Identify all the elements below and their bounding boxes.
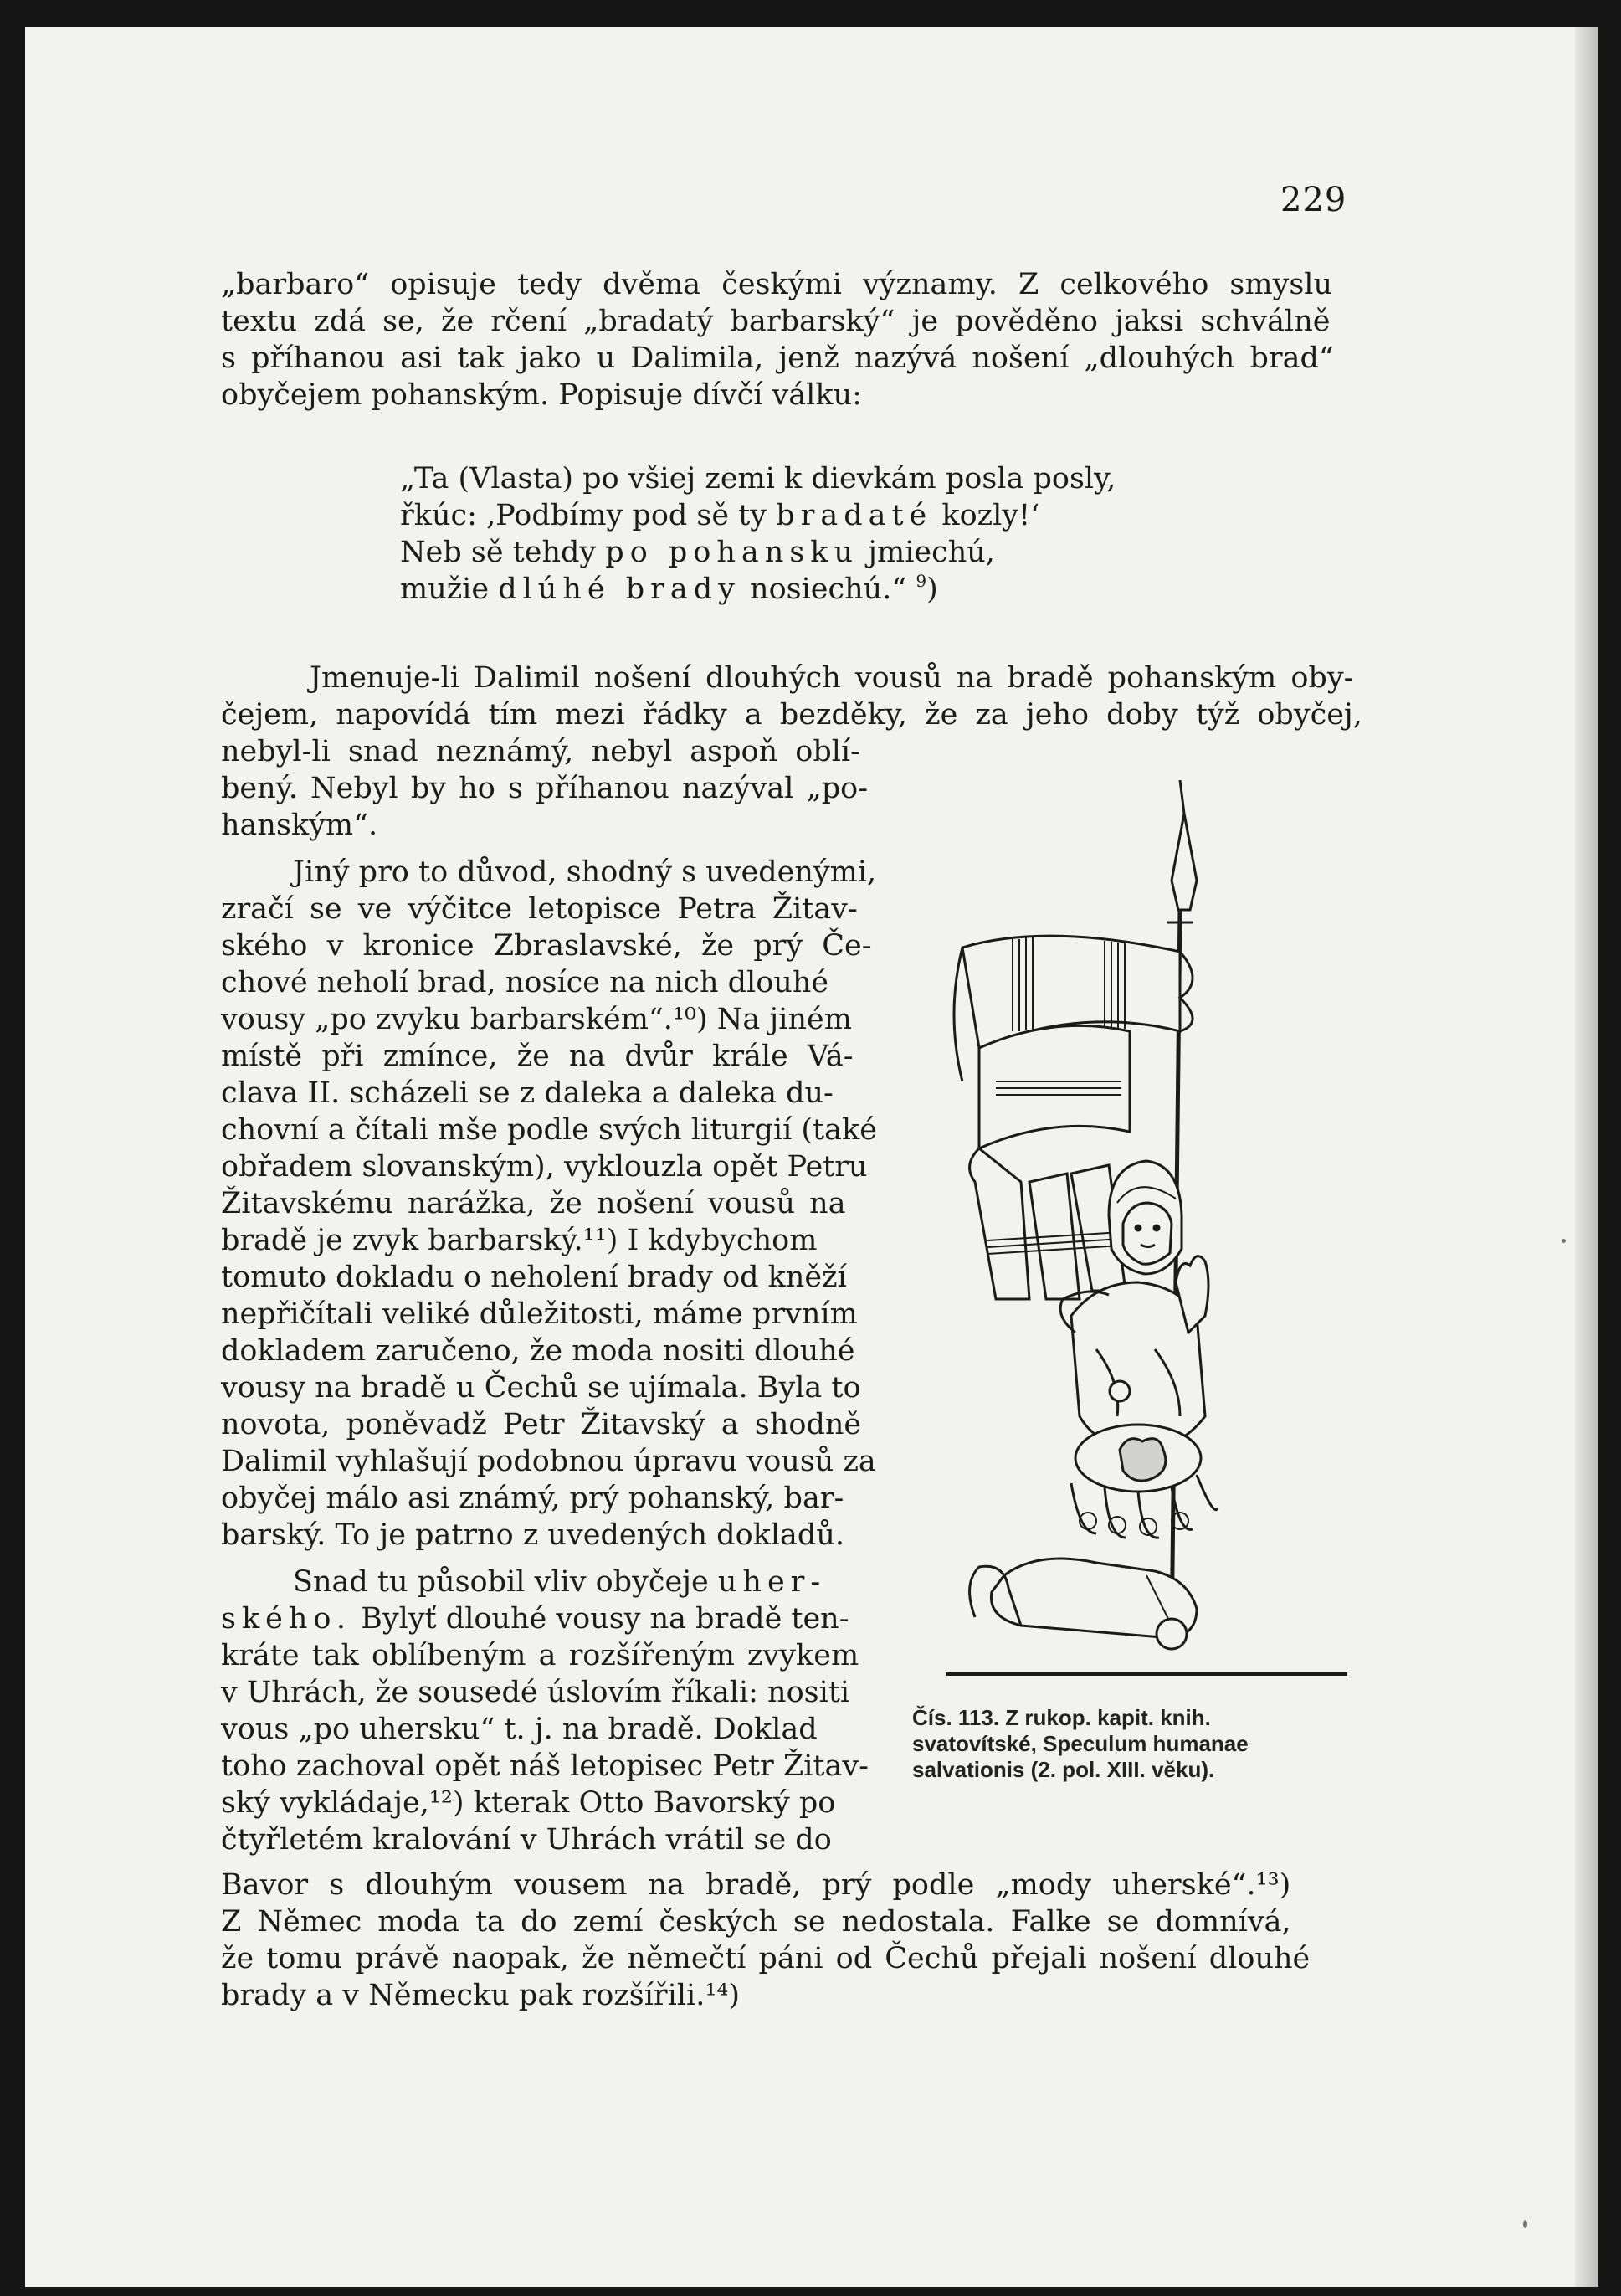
column-line: clava II. scházeli se z daleka a daleka du- xyxy=(221,1076,834,1110)
column-line: čtyřletém kralování v Uhrách vrátil se do xyxy=(221,1823,832,1857)
intro-line-2: textu zdá se, že rčení „bradatý barbarský“ je pověděno jaksi schválně xyxy=(221,305,1331,338)
column-line: ský vykládaje,¹²) kterak Otto Bavorský po xyxy=(221,1786,836,1820)
column-line: místě při zmínce, že na dvůr krále Vá- xyxy=(221,1040,854,1073)
column-line: barský. To je patrno z uvedených dokladů. xyxy=(221,1518,844,1552)
column-line: vousy „po zvyku barbarském“.¹⁰) Na jiném xyxy=(221,1003,852,1036)
para2-line-1: Jmenuje-li Dalimil nošení dlouhých vousů na bradě pohanským oby- xyxy=(310,661,1354,695)
column-line: toho zachoval opět náš letopisec Petr Žitav- xyxy=(221,1749,869,1783)
column-line: Dalimil vyhlašují podobnou úpravu vousů za xyxy=(221,1445,876,1478)
column-line: v Uhrách, že sousedé úslovím říkali: nositi xyxy=(221,1676,850,1709)
intro-line-3: s příhanou asi tak jako u Dalimila, jenž nazývá nošení „dlouhých brad“ xyxy=(221,342,1334,375)
closing-line-3: že tomu právě naopak, že němečtí páni od Čechů přejali nošení dlouhé xyxy=(221,1942,1311,1975)
verse-line-4: mužie dlúhé brady nosiechú.“ $^9$) xyxy=(400,571,938,606)
para2-line-2: čejem, napovídá tím mezi řádky a bezděky, že za jeho doby týž obyčej, xyxy=(221,698,1362,732)
column-line: Snad tu působil vliv obyčeje uher- xyxy=(293,1565,827,1599)
kneeling-knight-illustration xyxy=(929,780,1364,1709)
page-spine-shadow xyxy=(1575,27,1598,2287)
column-line: vousy na bradě u Čechů se ujímala. Byla to xyxy=(221,1371,861,1405)
verse-line-2: řkúc: ‚Podbímy pod sě ty bradaté kozly!‘ xyxy=(400,499,1040,532)
column-line: chové neholí brad, nosíce na nich dlouhé xyxy=(221,966,829,999)
column-line: bradě je zvyk barbarský.¹¹) I kdybychom xyxy=(221,1224,818,1257)
column-line: nepřičítali veliké důležitosti, máme prvním xyxy=(221,1297,858,1331)
caption-line: svatovítské, Speculum humanae xyxy=(912,1731,1249,1756)
closing-line-1: Bavor s dlouhým vousem na bradě, prý podle „mody uherské“.¹³) xyxy=(221,1868,1291,1902)
caption-line: Čís. 113. Z rukop. kapit. knih. xyxy=(912,1705,1211,1730)
intro-line-4: obyčejem pohanským. Popisuje dívčí válku: xyxy=(221,378,862,412)
column-line: Jiný pro to důvod, shodný s uvedenými, xyxy=(293,855,877,889)
column-line: chovní a čítali mše podle svých liturgií (také xyxy=(221,1113,877,1147)
column-line: novota, poněvadž Petr Žitavský a shodně xyxy=(221,1408,862,1441)
column-line: kráte tak oblíbeným a rozšířeným zvykem xyxy=(221,1639,859,1672)
column-line: dokladem zaručeno, že moda nositi dlouhé xyxy=(221,1334,855,1368)
column-line: ského v kronice Zbraslavské, že prý Če- xyxy=(221,929,872,963)
column-line: zračí se ve výčitce letopisce Petra Žitav- xyxy=(221,892,858,926)
closing-line-4: brady a v Německu pak rozšířili.¹⁴) xyxy=(221,1979,741,2012)
caption-line: salvationis (2. pol. XIII. věku). xyxy=(912,1757,1215,1782)
verse-line-3: Neb sě tehdy po pohansku jmiechú, xyxy=(400,536,995,569)
footnote-ref-9: 9 xyxy=(916,571,927,591)
column-line: nebyl-li snad neznámý, nebyl aspoň oblí- xyxy=(221,735,860,768)
column-line: vous „po uhersku“ t. j. na bradě. Doklad xyxy=(221,1713,818,1746)
column-line: Žitavskému narážka, že nošení vousů na xyxy=(221,1187,846,1220)
figure-caption xyxy=(912,1705,1381,1783)
column-line: obřadem slovanským), vyklouzla opět Petru xyxy=(221,1150,868,1184)
verse-line-1: „Ta (Vlasta) po všiej zemi k dievkám posla posly, xyxy=(400,462,1116,496)
book-page xyxy=(25,27,1598,2287)
closing-line-2: Z Němec moda ta do zemí českých se nedostala. Falke se domnívá, xyxy=(221,1905,1291,1939)
paper-speck xyxy=(1562,1239,1566,1243)
column-line: bený. Nebyl by ho s příhanou nazýval „po- xyxy=(221,772,869,805)
column-line: tomuto dokladu o neholení brady od kněží xyxy=(221,1261,847,1294)
column-line: obyčej málo asi známý, prý pohanský, bar- xyxy=(221,1482,844,1515)
column-line: hanským“. xyxy=(221,809,378,842)
page-number: 229 xyxy=(1280,181,1347,219)
column-line: ského. Bylyť dlouhé vousy na bradě ten- xyxy=(221,1602,849,1636)
paper-speck xyxy=(1523,2220,1527,2228)
intro-line-1: „barbaro“ opisuje tedy dvěma českými významy. Z celkového smyslu xyxy=(221,268,1333,301)
